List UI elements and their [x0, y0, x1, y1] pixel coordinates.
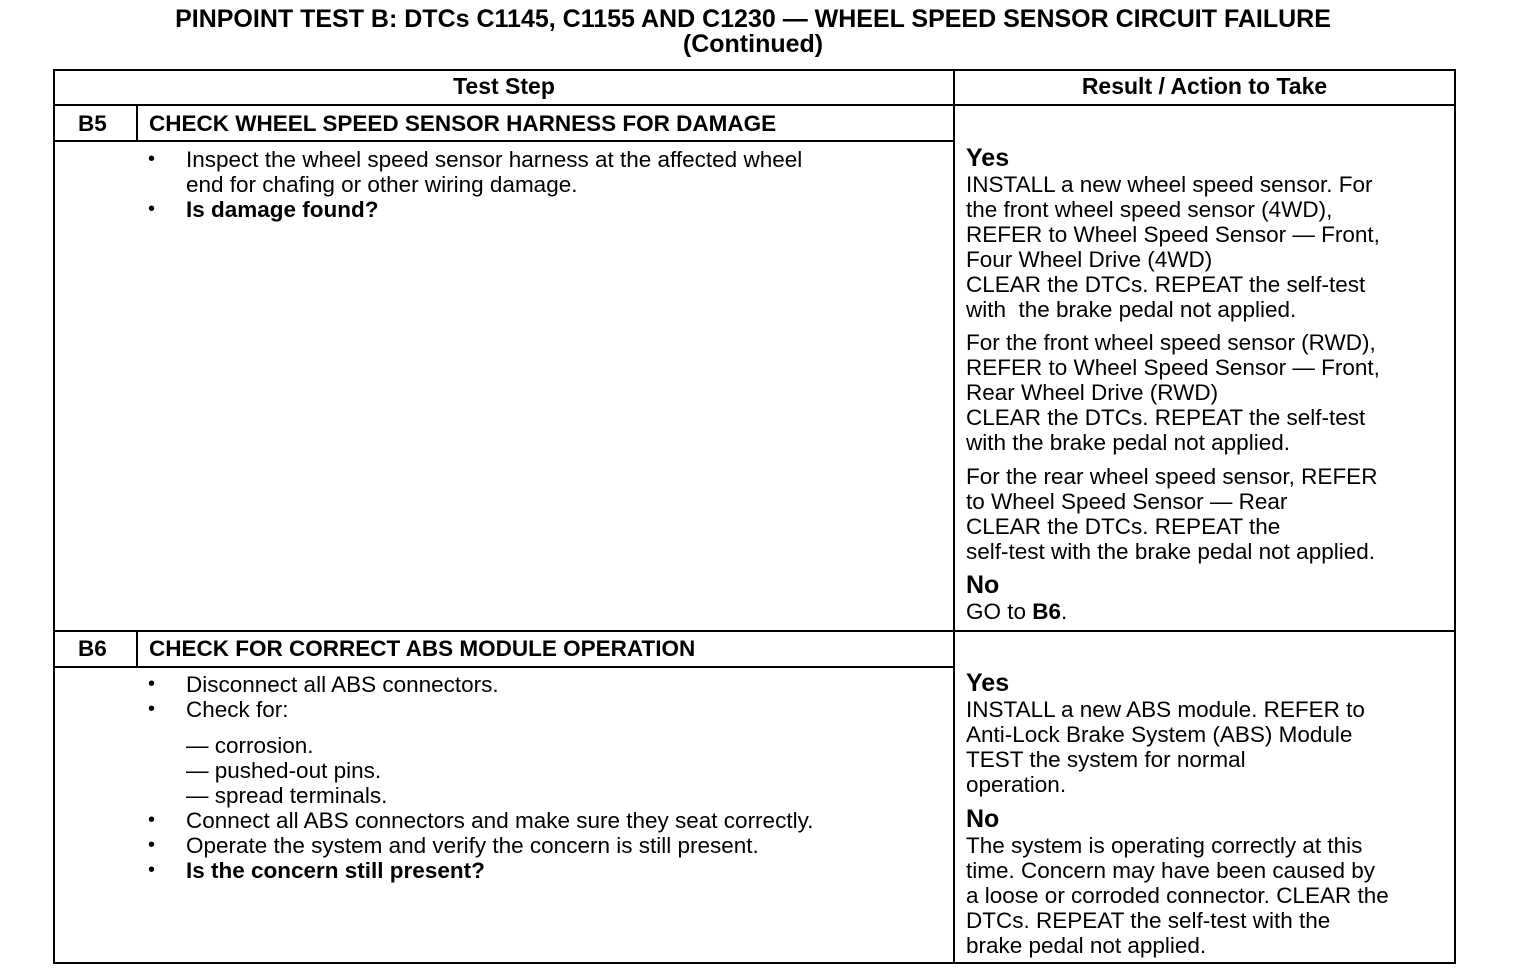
b6-bullet-4: Operate the system and verify the concern is still present. — [186, 833, 759, 858]
b5-yes-p3-l2: to Wheel Speed Sensor — Rear — [966, 489, 1288, 514]
b5-yes-p3-l4: self-test with the brake pedal not applied. — [966, 539, 1375, 564]
b6-heading-divider — [53, 666, 955, 668]
b5-b6-divider — [53, 630, 1456, 632]
b6-no-l3: a loose or corroded connector. CLEAR the — [966, 883, 1389, 908]
b6-bullet-2: Check for: — [186, 697, 289, 722]
b6-yes-l2: Anti-Lock Brake System (ABS) Module — [966, 722, 1353, 747]
b5-heading-divider — [53, 140, 955, 142]
b5-no-prefix: GO to — [966, 599, 1033, 624]
table-border-top — [53, 69, 1456, 71]
step-id-b5: B5 — [78, 111, 107, 136]
b6-no-l4: DTCs. REPEAT the self-test with the — [966, 908, 1331, 933]
step-heading-b6: CHECK FOR CORRECT ABS MODULE OPERATION — [149, 636, 696, 661]
bullet-icon: • — [148, 673, 156, 695]
b5-no-action — [966, 599, 1067, 624]
column-header-test-step: Test Step — [453, 73, 555, 99]
b5-bullet-1-line1: Inspect the wheel speed sensor harness at the affected wheel — [186, 147, 803, 172]
table-border-bottom — [53, 962, 1456, 964]
b6-yes-l3: TEST the system for normal — [966, 747, 1246, 772]
b5-id-divider — [136, 104, 138, 142]
page-title: PINPOINT TEST B: DTCs C1145, C1155 AND C1230 — WHEEL SPEED SENSOR CIRCUIT FAILURE — [175, 5, 1331, 33]
b6-subitem-3: — spread terminals. — [186, 783, 388, 808]
b5-yes-p1-l4: Four Wheel Drive (4WD) — [966, 247, 1213, 272]
page-subtitle: (Continued) — [682, 30, 824, 58]
b5-yes-p1-l3: REFER to Wheel Speed Sensor — Front, — [966, 222, 1380, 247]
b5-yes-p3-l3: CLEAR the DTCs. REPEAT the — [966, 514, 1281, 539]
b5-yes-p3-l1: For the rear wheel speed sensor, REFER — [966, 464, 1378, 489]
b5-yes-p1-l2: the front wheel speed sensor (4WD), — [966, 197, 1333, 222]
bullet-icon: • — [148, 148, 156, 170]
b6-subitem-2: — pushed-out pins. — [186, 758, 382, 783]
b6-no-l2: time. Concern may have been caused by — [966, 858, 1375, 883]
b5-yes-p1-l5: CLEAR the DTCs. REPEAT the self-test — [966, 272, 1366, 297]
bullet-icon: • — [148, 859, 156, 881]
b6-yes-l4: operation. — [966, 772, 1067, 797]
b5-no-label: No — [966, 571, 1000, 599]
step-id-b6: B6 — [78, 636, 107, 661]
b5-yes-p2-l3: Rear Wheel Drive (RWD) — [966, 380, 1219, 405]
bullet-icon: • — [148, 698, 156, 720]
b6-no-label: No — [966, 805, 1000, 833]
b5-yes-p2-l5: with the brake pedal not applied. — [966, 430, 1290, 455]
b6-no-l5: brake pedal not applied. — [966, 933, 1207, 958]
step-heading-b5: CHECK WHEEL SPEED SENSOR HARNESS FOR DAMAGE — [149, 111, 777, 136]
b6-no-l1: The system is operating correctly at this — [966, 833, 1363, 858]
b5-bullet-2: Is damage found? — [186, 197, 379, 222]
b5-yes-label: Yes — [966, 144, 1010, 172]
bullet-icon: • — [148, 834, 156, 856]
b5-yes-p2-l1: For the front wheel speed sensor (RWD), — [966, 330, 1376, 355]
b5-bullet-1-line2: end for chafing or other wiring damage. — [186, 172, 578, 197]
b6-yes-l1: INSTALL a new ABS module. REFER to — [966, 697, 1365, 722]
b5-yes-p2-l2: REFER to Wheel Speed Sensor — Front, — [966, 355, 1380, 380]
bullet-icon: • — [148, 809, 156, 831]
column-divider — [953, 69, 955, 964]
b6-yes-label: Yes — [966, 669, 1010, 697]
b6-bullet-1: Disconnect all ABS connectors. — [186, 672, 499, 697]
header-divider — [53, 104, 1456, 106]
bullet-icon: • — [148, 198, 156, 220]
b6-bullet-3: Connect all ABS connectors and make sure they seat correctly. — [186, 808, 814, 833]
b6-id-divider — [136, 630, 138, 668]
table-border-left — [53, 69, 55, 964]
b5-yes-p1-l6: with the brake pedal not applied. — [966, 297, 1297, 322]
b6-subitem-1: — corrosion. — [186, 733, 314, 758]
b5-no-suffix: . — [1061, 599, 1068, 624]
table-border-right — [1454, 69, 1456, 964]
b5-no-target: B6 — [1032, 599, 1062, 624]
b6-bullet-5: Is the concern still present? — [186, 858, 485, 883]
b5-yes-p2-l4: CLEAR the DTCs. REPEAT the self-test — [966, 405, 1366, 430]
b5-yes-p1-l1: INSTALL a new wheel speed sensor. For — [966, 172, 1373, 197]
column-header-result: Result / Action to Take — [1081, 73, 1328, 99]
